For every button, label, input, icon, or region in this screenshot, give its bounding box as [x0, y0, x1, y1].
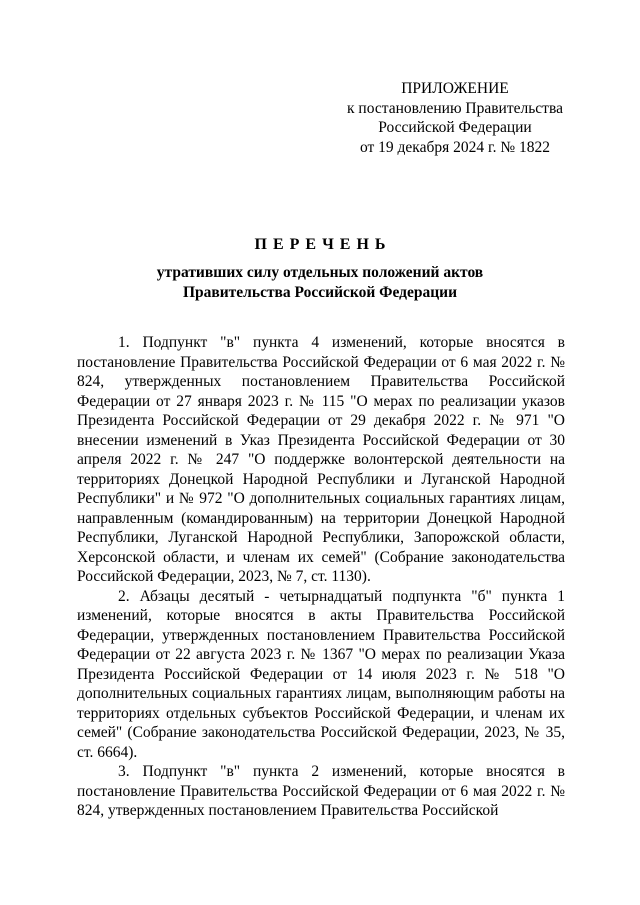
subheading-line-2: Правительства Российской Федерации [182, 283, 458, 301]
appendix-block [325, 79, 585, 157]
appendix-line-1: к постановлению Правительства [347, 99, 563, 117]
document-heading: ПЕРЕЧЕНЬ [254, 236, 392, 253]
appendix-title: ПРИЛОЖЕНИЕ [401, 80, 509, 97]
list-item-3: 3. Подпункт "в" пункта 2 изменений, которые вносятся в постановление Правительства Российской Федерации от 6 мая 2022 г. № 824, утвержденных постановлением Правительства Российской [77, 763, 565, 819]
appendix-line-2: Российской Федерации [378, 119, 532, 136]
subheading-line-1: утративших силу отдельных положений актов [156, 264, 484, 281]
list-item-1: 1. Подпункт "в" пункта 4 изменений, которые вносятся в постановление Правительства Российской Федерации от 6 мая 2022 г. № 824, утвержденных постановлением Правительства Российской Федерации от 27 января 2023 г. № 115 "О мерах по реализации указов Президента Российской Федерации от 29 декабря 2022 г. № 971 "О внесении изменений в Указ Президента Российской Федерации от 30 апреля 2022 г. № 247 "О поддержке волонтерской деятельности на территориях Донецкой Народной Республики и Луганской Народной Республики" и № 972 "О дополнительных социальных гарантиях лицам, направленным (командированным) на территории Донецкой Народной Республики, Луганской Народной Республики, Запорожской области, Херсонской области, и членам их семей" (Собрание законодательства Российской Федерации, 2023, № 7, ст. 1130). [77, 334, 565, 585]
document-body [77, 333, 565, 821]
appendix-line-3: от 19 декабря 2024 г. № 1822 [359, 138, 551, 156]
document-subheading [0, 263, 640, 302]
list-item-2: 2. Абзацы десятый - четырнадцатый подпункта "б" пункта 1 изменений, которые вносятся в акты Правительства Российской Федерации, утвержденных постановлением Правительства Российской Федерации от 22 августа 2023 г. № 1367 "О мерах по реализации Указа Президента Российской Федерации от 14 июля 2023 г. № 518 "О дополнительных социальных гарантиях лицам, выполняющим работы на территориях отдельных субъектов Российской Федерации, и членам их семей" (Собрание законодательства Российской Федерации, 2023, № 35, ст. 6664). [77, 587, 565, 761]
